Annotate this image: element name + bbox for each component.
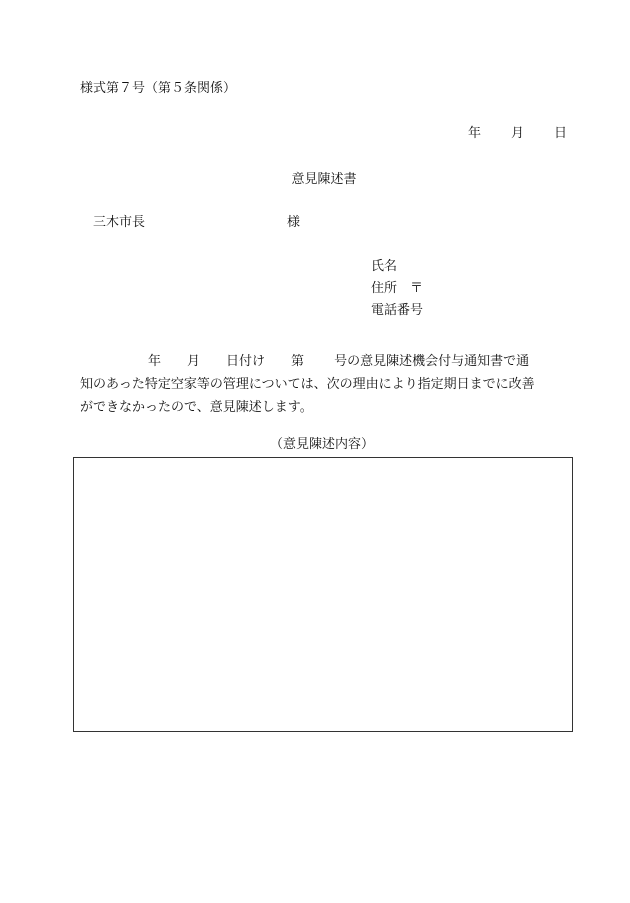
statement-content-box[interactable] [73,457,573,732]
honorific: 様 [287,215,301,230]
date-month: 月 [511,126,525,141]
body-line-3: ができなかったので、意見陳述します。 [80,400,313,415]
body-line-2: 知のあった特定空家等の管理については、次の理由により指定期日までに改善 [80,377,535,392]
name-label: 氏名 [371,259,398,274]
content-heading: （意見陳述内容） [269,437,374,452]
date-line [468,127,567,140]
date-year: 年 [468,126,482,141]
body-year: 年 [148,354,162,369]
date-day: 日 [554,126,568,141]
body-day-suffix: 日付け [226,354,266,369]
form-number: 様式第７号（第５条関係） [80,81,237,96]
body-text [80,350,580,419]
phone-label: 電話番号 [371,303,424,318]
body-month: 月 [187,354,201,369]
address-label: 住所 〒 [371,281,424,296]
addressee: 三木市長 [93,215,146,230]
document-title: 意見陳述書 [291,172,357,187]
body-line-1 [80,350,580,373]
applicant-block [371,260,423,326]
body-line-1-rest: 号の意見陳述機会付与通知書で通 [334,354,530,369]
body-no-prefix: 第 [291,354,305,369]
